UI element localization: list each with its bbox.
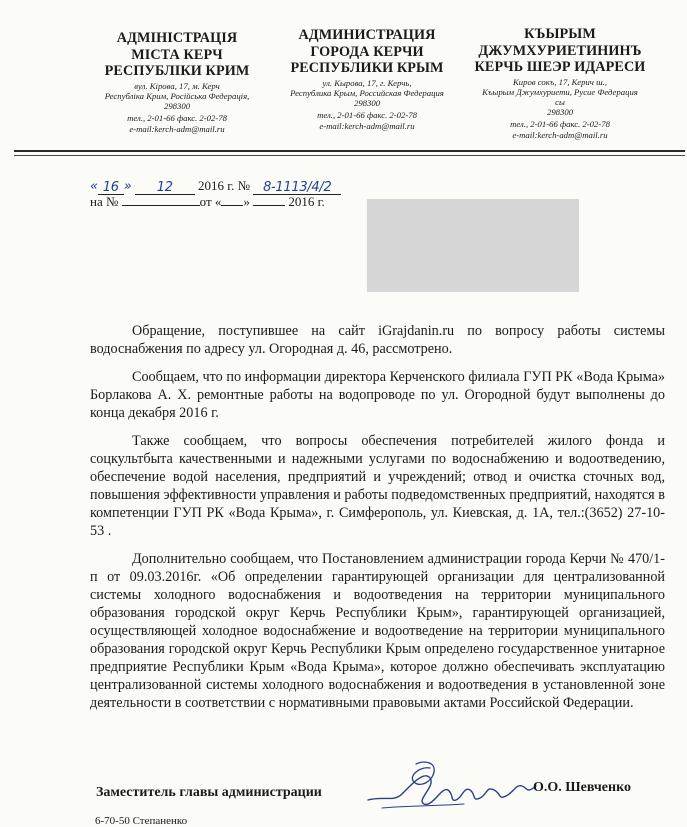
header-ru-title-line: АДМИНИСТРАЦИЯ — [298, 27, 436, 43]
executor-note: 6-70-50 Степаненко — [95, 815, 188, 827]
reg-open-quote: « — [90, 179, 98, 194]
signatory-role: Заместитель главы администрации — [96, 785, 322, 800]
header-divider-thick — [14, 150, 685, 152]
ref-from: от « — [199, 194, 222, 209]
header-crimean-tatar — [460, 26, 660, 140]
reg-close-quote: » — [123, 179, 132, 194]
header-ru-address-line: ул. Кырова, 17, г. Керчь, — [322, 77, 412, 88]
ref-year: 2016 г. — [288, 194, 325, 209]
header-crh-contact — [460, 119, 660, 140]
header-crh-address-line: сы — [555, 96, 565, 107]
header-ru-address-line: Республика Крым, Российская Федерация — [290, 87, 444, 98]
reg-month: 12 — [156, 180, 173, 195]
reg-number: 8-1113/4/2 — [263, 180, 332, 195]
header-ua-contact — [88, 113, 266, 134]
header-ru-title-line: ГОРОДА КЕРЧИ — [310, 43, 424, 60]
header-crh-phone: тел., 2-01-66 факс. 2-02-78 — [510, 119, 610, 130]
header-crh-address — [460, 77, 660, 118]
header-crh-title-line: ДЖУМХУРИЕТИНИНЪ — [478, 42, 642, 59]
body-paragraph: Обращение, поступившее на сайт iGrajdanin.ru по вопросу работы системы водоснабжения по адресу ул. Огородная д. 46, рассмотрено. — [90, 323, 665, 357]
outgoing-registration — [90, 178, 341, 195]
header-ua-title — [88, 30, 266, 80]
body-paragraph: Сообщаем, что по информации директора Керченского филиала ГУП РК «Вода Крыма» Борлакова А. Х. ремонтные работы на водопроводе по ул. Огородной будут выполнены до конца декабря 2016 г. — [90, 369, 665, 421]
body-paragraph: Дополнительно сообщаем, что Постановлением администрации города Керчи № 470/1-п от 09.03.2016г. «Об определении гарантирующей организации для централизованной системы холодного водоснабжения и водоотведения на территории муниципального образования городской округ Керчь Республики Крым», гарантирующей организацией, осуществляющей холодное водоснабжение и водоотведение на территории муниципального образования городской округ Керчь Республики Крым определено государственное унитарное предприятие Республики Крым «Вода Крыма», которое должно обеспечивать эксплуатацию централизованной системы холодного водоснабжения и водоотведения в установленной зоне деятельности в соответствии с нормативными правовыми актами Российской Федерации. — [90, 551, 665, 711]
ref-month-blank — [253, 194, 285, 206]
reg-day-field — [98, 178, 124, 195]
header-ua-title-line: РЕСПУБЛІКИ КРИМ — [104, 63, 250, 79]
body-paragraph: Также сообщаем, что вопросы обеспечения потребителей жилого фонда и соцкультбыта качественными и надежными услугами по водоснабжению и водоотведению, обеспечение водой населения, предприятий и учреждений; отвод и очистка сточных вод, повышения эффективности управления и работы подведомственных предприятий, находятся в компетенции ГУП РК «Вода Крыма», г. Симферополь, ул. Киевская, д. 1А, тел.:(3652) 27-10-53 . — [90, 433, 665, 539]
header-ru-title — [272, 27, 462, 77]
signature-stroke — [382, 804, 464, 808]
header-ukrainian — [88, 30, 266, 134]
header-crh-address-line: Киров сокъ, 17, Керич ш., — [513, 76, 607, 87]
header-ua-address-line: вул. Кірова, 17, м. Керч — [134, 80, 220, 91]
incoming-reference — [90, 194, 325, 209]
header-ua-phone: тел., 2-01-66 факс. 2-02-78 — [127, 113, 227, 124]
header-crh-title — [460, 26, 660, 76]
ref-prefix: на № — [90, 194, 119, 209]
header-ru-title-line: РЕСПУБЛИКИ КРЫМ — [290, 60, 444, 76]
header-crh-title-line: КЕРЧЬ ШЕЭР ИДАРЕСИ — [474, 59, 646, 75]
reg-year-text: 2016 г. № — [197, 178, 250, 193]
reg-month-field — [135, 178, 195, 195]
header-ru-contact — [272, 110, 462, 131]
header-divider-thin — [14, 155, 685, 156]
header-ua-title-line: АДМІНІСТРАЦІЯ — [116, 30, 238, 46]
header-ru-address-line: 298300 — [353, 97, 381, 108]
header-ua-address — [88, 81, 266, 112]
header-crh-email: e-mail:kerch-adm@mail.ru — [512, 129, 608, 140]
ref-close: » — [243, 194, 250, 209]
header-ua-address-line: 298300 — [163, 100, 191, 111]
header-ru-email: e-mail:kerch-adm@mail.ru — [319, 120, 415, 131]
header-ua-address-line: Республіка Крим, Російська Федерація, — [104, 90, 250, 101]
handwritten-signature — [364, 756, 544, 816]
ref-day-blank — [221, 194, 243, 206]
letter-body — [90, 322, 665, 712]
header-crh-address-line: 298300 — [546, 107, 574, 118]
signatory-name: О.О. Шевченко — [533, 780, 631, 795]
reg-day: 16 — [102, 180, 119, 195]
header-crh-title-line: КЪЫРЫМ — [524, 26, 596, 42]
header-ua-title-line: МІСТА КЕРЧ — [131, 46, 223, 63]
redacted-recipient-block — [367, 199, 579, 292]
header-ru-address — [272, 78, 462, 109]
reg-number-field — [253, 178, 341, 195]
header-crh-address-line: Къырым Джумхуриети, Русие Федерация — [482, 86, 638, 97]
header-russian — [272, 27, 462, 131]
signature-stroke — [368, 776, 536, 805]
header-ru-phone: тел., 2-01-66 факс. 2-02-78 — [317, 110, 417, 121]
header-ua-email: e-mail:kerch-adm@mail.ru — [129, 123, 225, 134]
ref-number-blank — [122, 194, 200, 206]
